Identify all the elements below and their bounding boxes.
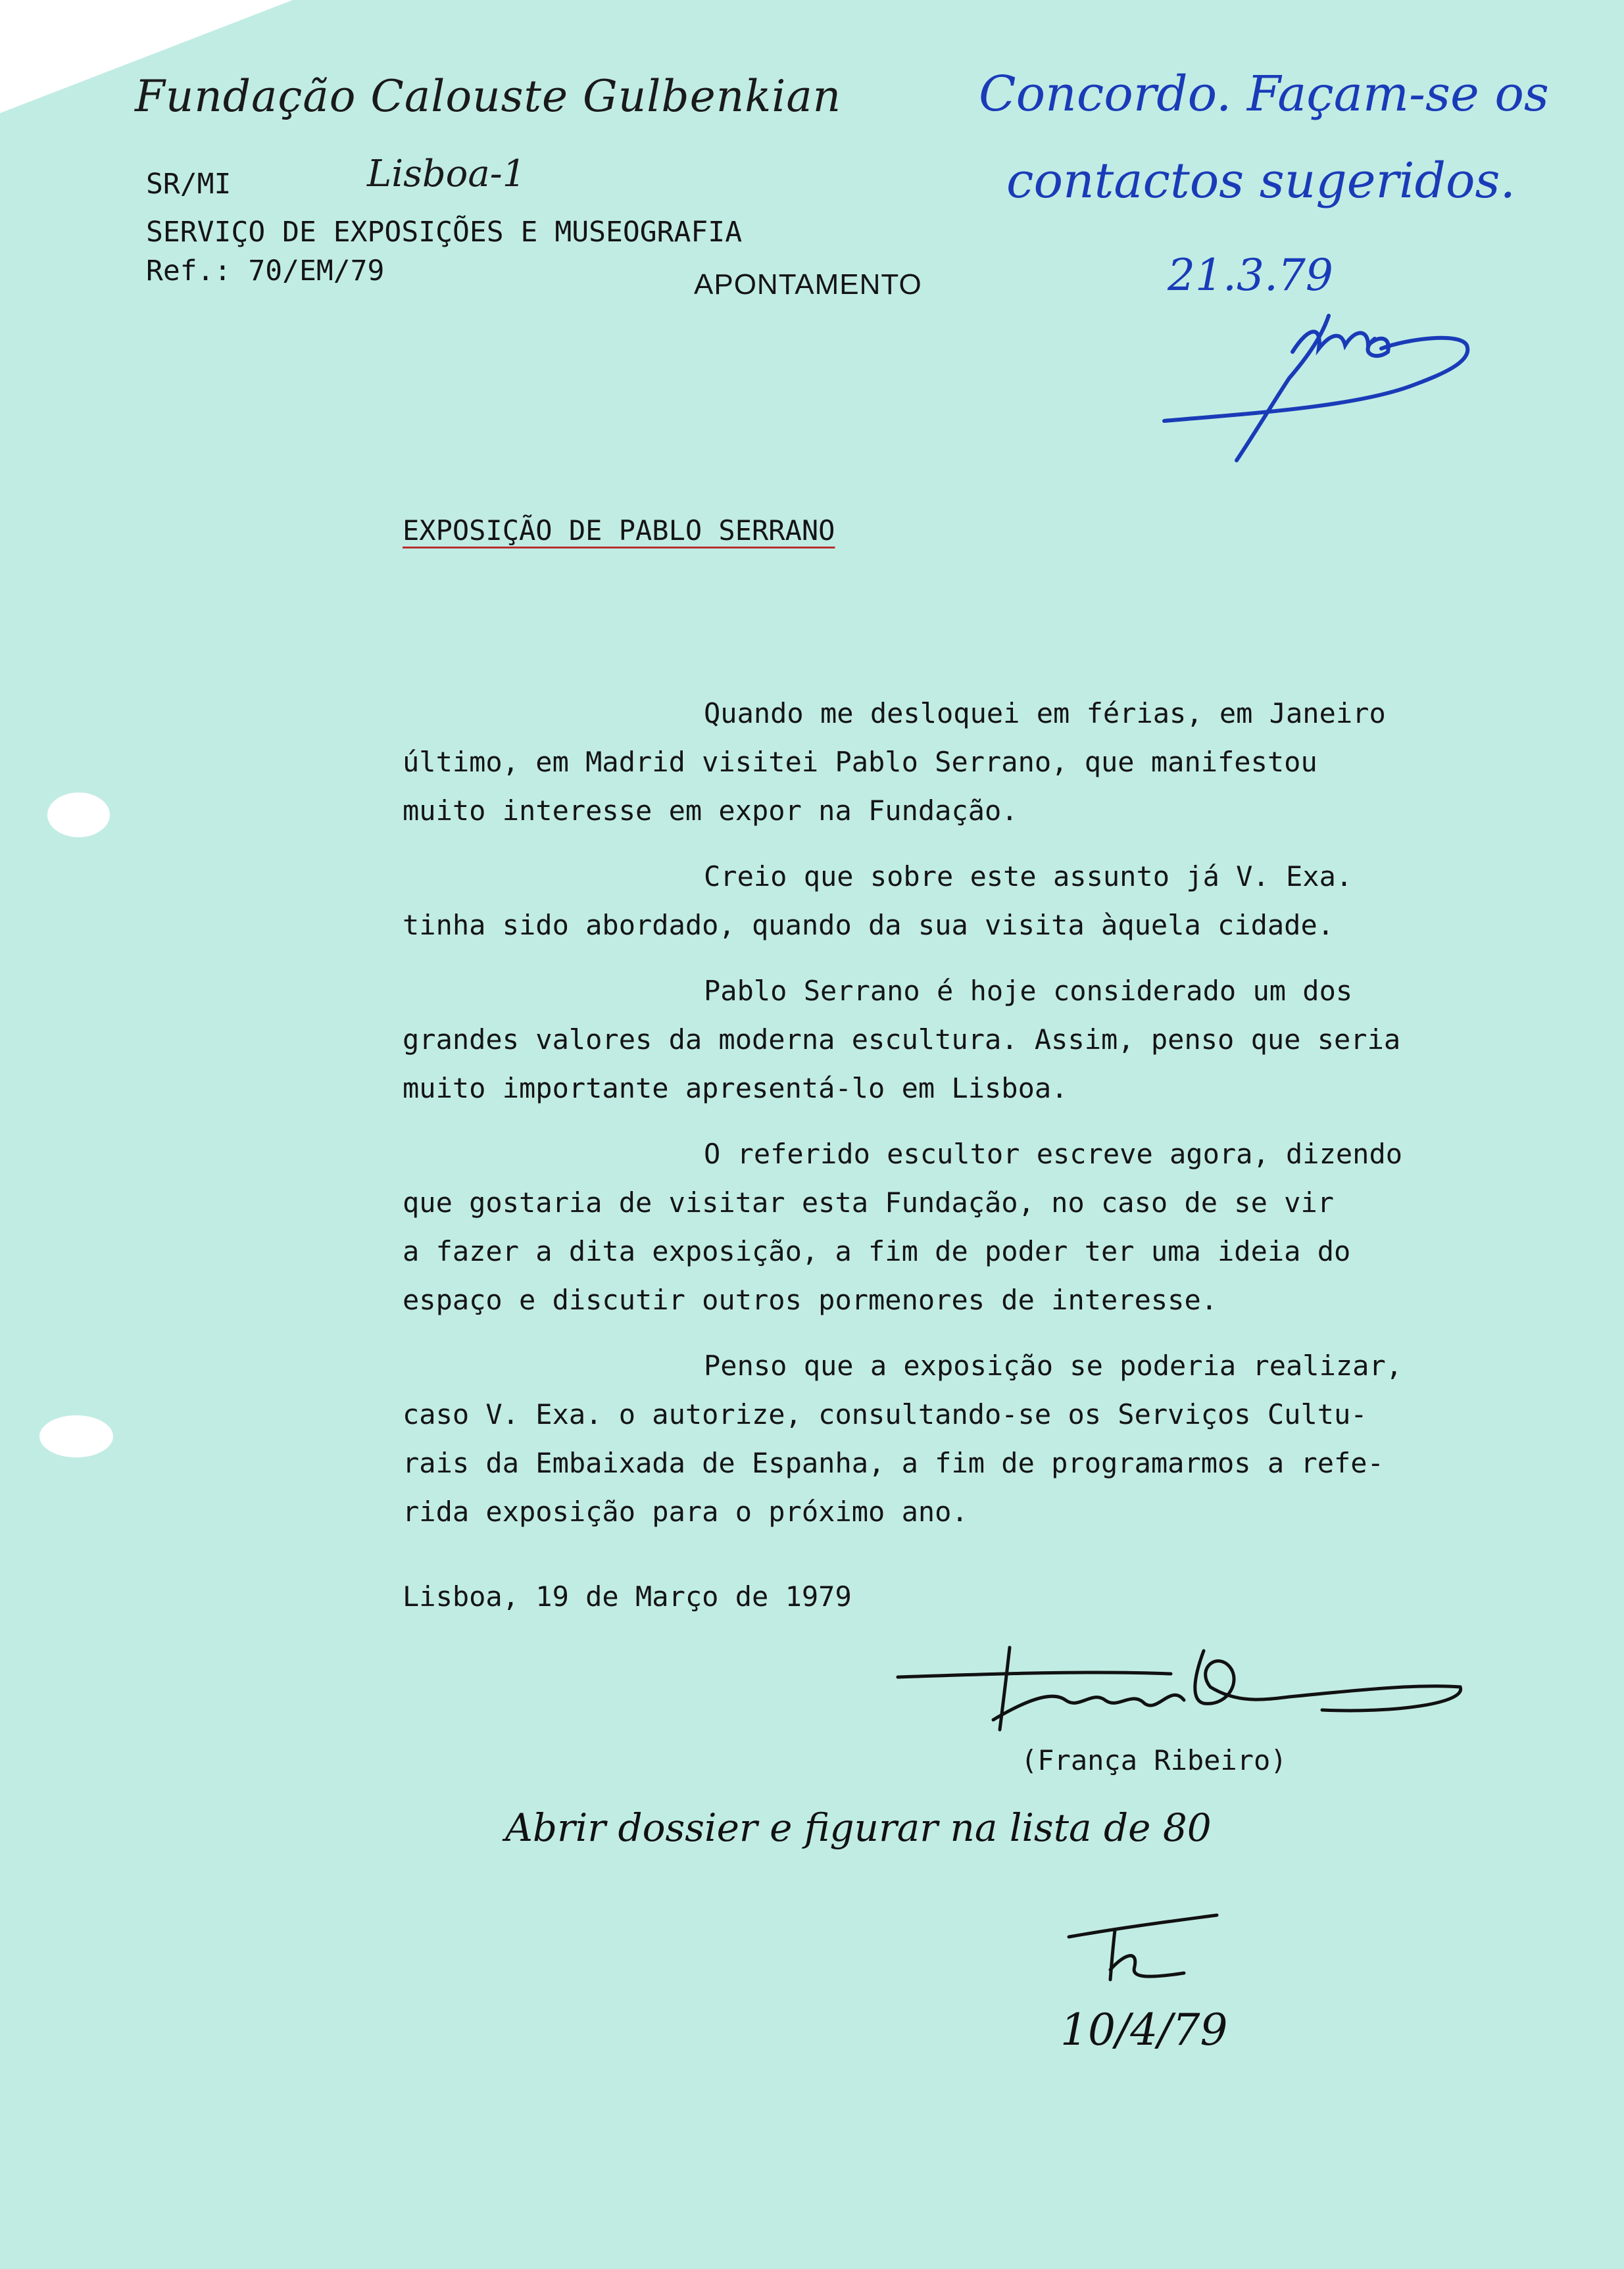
body-line: rais da Embaixada de Espanha, a fim de programarmos a refe-	[403, 1447, 1384, 1479]
body-line: último, em Madrid visitei Pablo Serrano, que manifestou	[403, 746, 1317, 778]
initials: SR/MI	[146, 168, 232, 201]
bottom-initials	[1066, 1907, 1263, 1986]
letterhead-institution: Fundação Calouste Gulbenkian	[135, 71, 842, 122]
subject-title: EXPOSIÇÃO DE PABLO SERRANO	[403, 514, 835, 547]
body-line: que gostaria de visitar esta Fundação, no caso de se vir	[403, 1186, 1335, 1219]
body-line: tinha sido abordado, quando da sua visita àquela cidade.	[403, 909, 1335, 941]
punch-hole-top	[47, 793, 110, 837]
document-type: APONTAMENTO	[694, 268, 922, 301]
bottom-annotation: Abrir dossier e figurar na lista de 80	[505, 1805, 1212, 1850]
bottom-annotation-date: 10/4/79	[1060, 2005, 1228, 2055]
signer-name: (França Ribeiro)	[1021, 1744, 1287, 1776]
body-line: Penso que a exposição se poderia realizar,	[704, 1350, 1403, 1382]
body-line: Pablo Serrano é hoje considerado um dos	[704, 975, 1353, 1007]
body-line: grandes valores da moderna escultura. Assim, penso que seria	[403, 1023, 1401, 1056]
body-line: Quando me desloquei em férias, em Janeiro	[704, 697, 1386, 729]
author-signature	[895, 1638, 1473, 1736]
body-line: Creio que sobre este assunto já V. Exa.	[704, 860, 1353, 892]
annotation-line-1: Concordo. Façam-se os	[979, 66, 1549, 122]
body-line: espaço e discutir outros pormenores de interesse.	[403, 1284, 1218, 1316]
body-line: muito importante apresentá-lo em Lisboa.	[403, 1072, 1068, 1104]
date-line: Lisboa, 19 de Março de 1979	[403, 1580, 852, 1613]
body-line: a fazer a dita exposição, a fim de poder ter uma ideia do	[403, 1235, 1351, 1267]
letterhead-city: Lisboa-1	[367, 153, 526, 195]
department: SERVIÇO DE EXPOSIÇÕES E MUSEOGRAFIA	[146, 216, 743, 249]
body-line: O referido escultor escreve agora, dizendo	[704, 1138, 1403, 1170]
punch-hole-bottom	[39, 1415, 113, 1457]
annotation-line-2: contactos sugeridos.	[1006, 153, 1516, 209]
reference: Ref.: 70/EM/79	[146, 255, 385, 287]
annotation-date: 21.3.79	[1168, 250, 1333, 301]
body-line: rida exposição para o próximo ano.	[403, 1496, 968, 1528]
body-line: caso V. Exa. o autorize, consultando-se os Serviços Cultu-	[403, 1398, 1367, 1430]
body-line: muito interesse em expor na Fundação.	[403, 794, 1018, 827]
annotation-signature	[1158, 299, 1565, 470]
